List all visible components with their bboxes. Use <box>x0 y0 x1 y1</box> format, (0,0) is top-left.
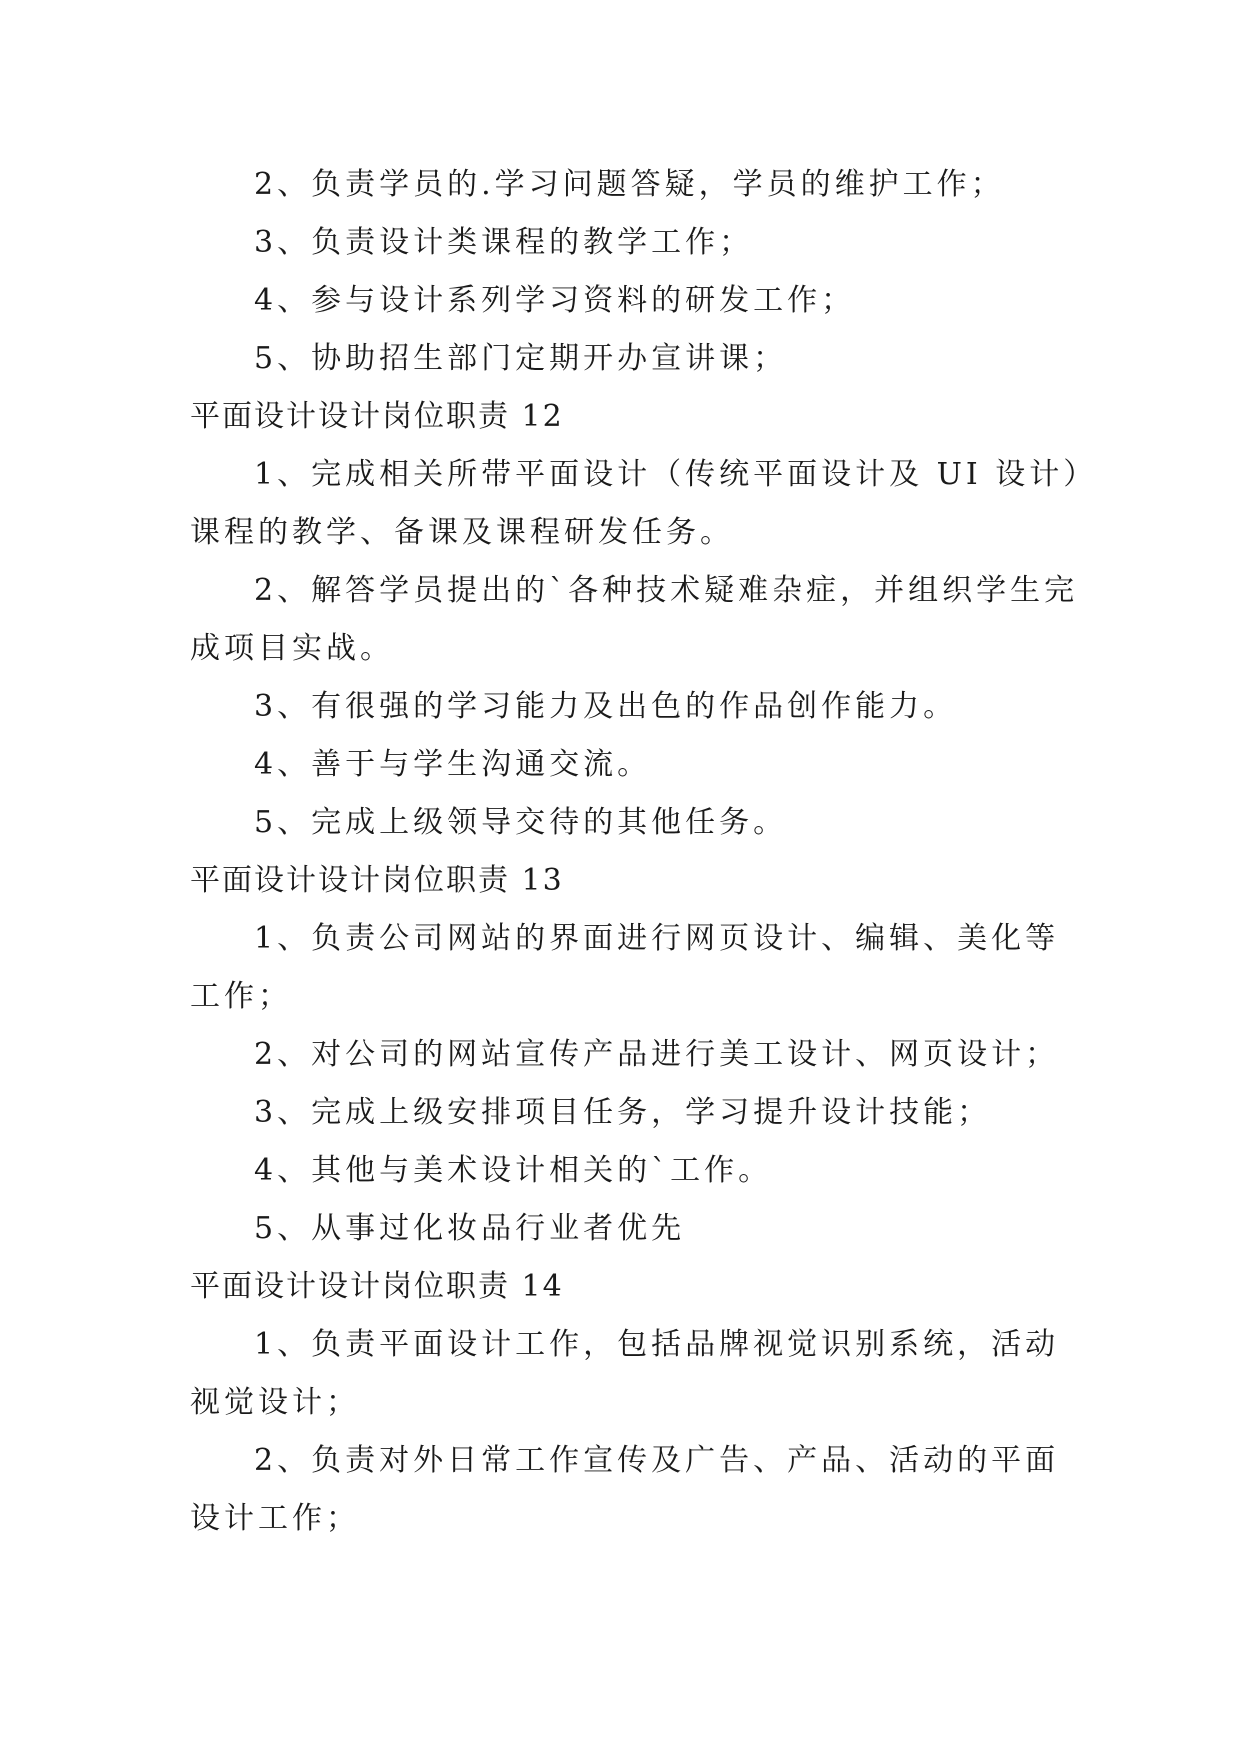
paragraph-line: 3、有很强的学习能力及出色的作品创作能力。 <box>254 689 958 724</box>
paragraph-line: 设计工作； <box>190 1501 360 1536</box>
paragraph-line: 5、协助招生部门定期开办宣讲课； <box>254 341 788 376</box>
section-heading: 平面设计设计岗位职责 13 <box>190 863 564 898</box>
paragraph-line: 5、完成上级领导交待的其他任务。 <box>254 805 788 840</box>
paragraph-line: 3、负责设计类课程的教学工作； <box>254 225 754 260</box>
paragraph-line: 2、解答学员提出的`各种技术疑难杂症，并组织学生完 <box>254 573 1079 608</box>
paragraph-line: 1、负责公司网站的界面进行网页设计、编辑、美化等 <box>254 921 1060 956</box>
paragraph-line: 1、完成相关所带平面设计（传统平面设计及 UI 设计） <box>254 457 1098 492</box>
paragraph-line: 课程的教学、备课及课程研发任务。 <box>190 515 734 550</box>
section-heading: 平面设计设计岗位职责 12 <box>190 399 564 434</box>
paragraph-line: 成项目实战。 <box>190 631 394 666</box>
paragraph-line: 视觉设计； <box>190 1385 360 1420</box>
paragraph-line: 3、完成上级安排项目任务，学习提升设计技能； <box>254 1095 992 1130</box>
paragraph-line: 4、其他与美术设计相关的`工作。 <box>254 1153 773 1188</box>
paragraph-line: 5、从事过化妆品行业者优先 <box>254 1211 686 1246</box>
paragraph-line: 1、负责平面设计工作，包括品牌视觉识别系统，活动 <box>254 1327 1060 1362</box>
paragraph-line: 工作； <box>190 979 292 1014</box>
paragraph-line: 4、善于与学生沟通交流。 <box>254 747 652 782</box>
section-heading: 平面设计设计岗位职责 14 <box>190 1269 564 1304</box>
paragraph-line: 2、负责学员的.学习问题答疑，学员的维护工作； <box>254 167 1005 202</box>
document-body <box>190 156 1098 1548</box>
paragraph-line: 2、对公司的网站宣传产品进行美工设计、网页设计； <box>254 1037 1060 1072</box>
paragraph-line: 2、负责对外日常工作宣传及广告、产品、活动的平面 <box>254 1443 1060 1478</box>
paragraph-line: 4、参与设计系列学习资料的研发工作； <box>254 283 856 318</box>
